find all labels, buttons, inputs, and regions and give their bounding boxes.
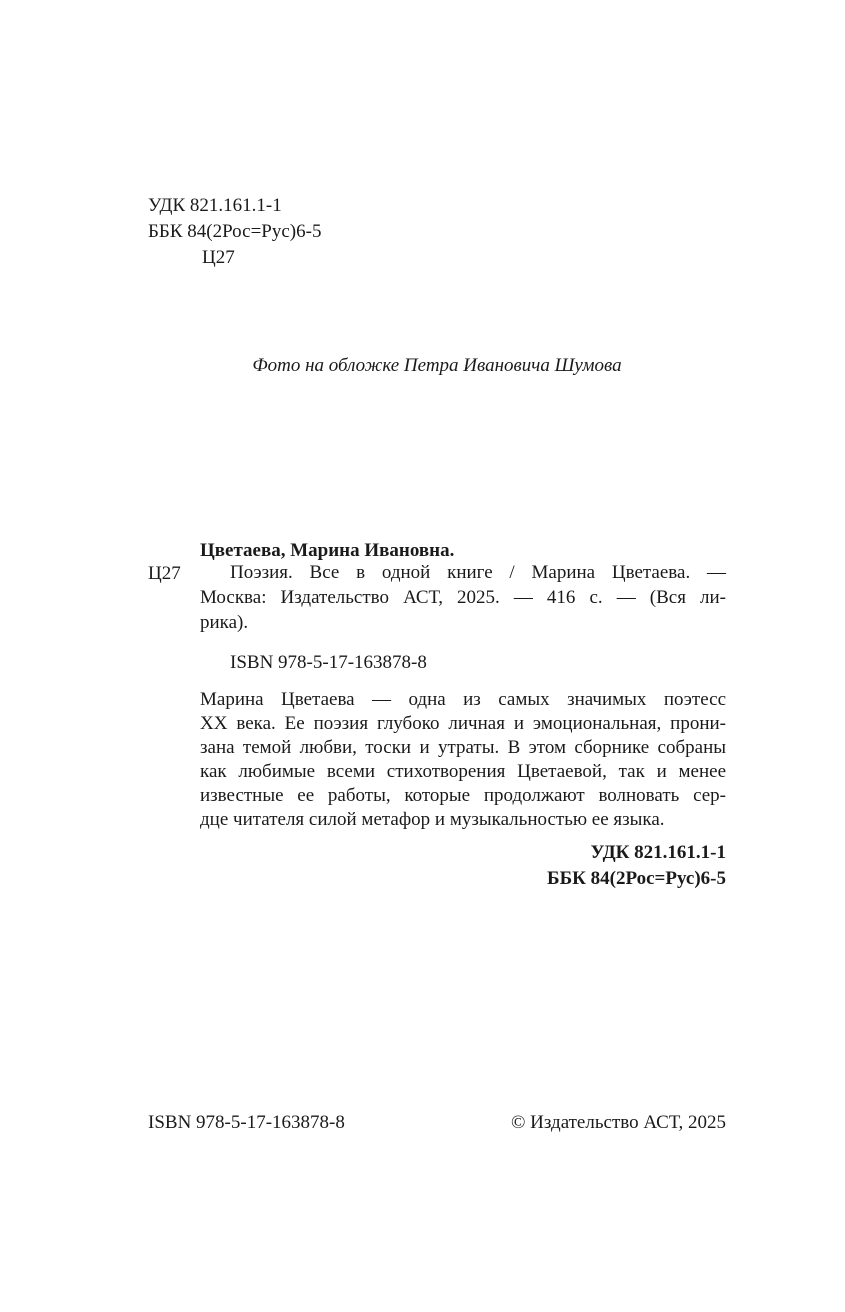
bbk-code-bottom: ББК 84(2Рос=Рус)6-5 <box>547 868 726 889</box>
annotation-line: дце читателя силой метафор и музыкальностью ее языка. <box>200 809 665 830</box>
bbk-code-top: ББК 84(2Рос=Рус)6-5 <box>148 221 322 242</box>
bib-line: рика). <box>200 612 249 633</box>
bottom-classification-block <box>400 840 726 892</box>
bib-line: Москва: Издательство АСТ, 2025. — 416 с. — (Вся ли- <box>200 587 726 608</box>
footer-isbn: ISBN 978-5-17-163878-8 <box>148 1112 345 1133</box>
annotation-line: Марина Цветаева — одна из самых значимых поэтесс <box>200 689 726 710</box>
cutter-code-top: Ц27 <box>202 247 235 268</box>
record-cutter-mark: Ц27 <box>148 563 181 584</box>
annotation-line: зана темой любви, тоски и утраты. В этом сборнике собраны <box>200 737 726 758</box>
record-isbn: ISBN 978-5-17-163878-8 <box>230 652 427 673</box>
bib-line: Поэзия. Все в одной книге / Марина Цветаева. — <box>230 562 726 583</box>
bibliographic-description <box>200 560 726 635</box>
record-author: Цветаева, Марина Ивановна. <box>200 540 455 561</box>
annotation-line: как любимые всеми стихотворения Цветаевой, так и менее <box>200 761 726 782</box>
annotation-line: XX века. Ее поэзия глубоко личная и эмоциональная, прони- <box>200 713 726 734</box>
udk-code-top: УДК 821.161.1-1 <box>148 195 282 216</box>
top-classification-block <box>148 193 321 271</box>
annotation-line: известные ее работы, которые продолжают волновать сер- <box>200 785 726 806</box>
photo-credit: Фото на обложке Петра Ивановича Шумова <box>252 355 622 376</box>
annotation <box>200 688 726 832</box>
udk-code-bottom: УДК 821.161.1-1 <box>590 842 726 863</box>
footer-copyright: © Издательство АСТ, 2025 <box>510 1112 726 1133</box>
